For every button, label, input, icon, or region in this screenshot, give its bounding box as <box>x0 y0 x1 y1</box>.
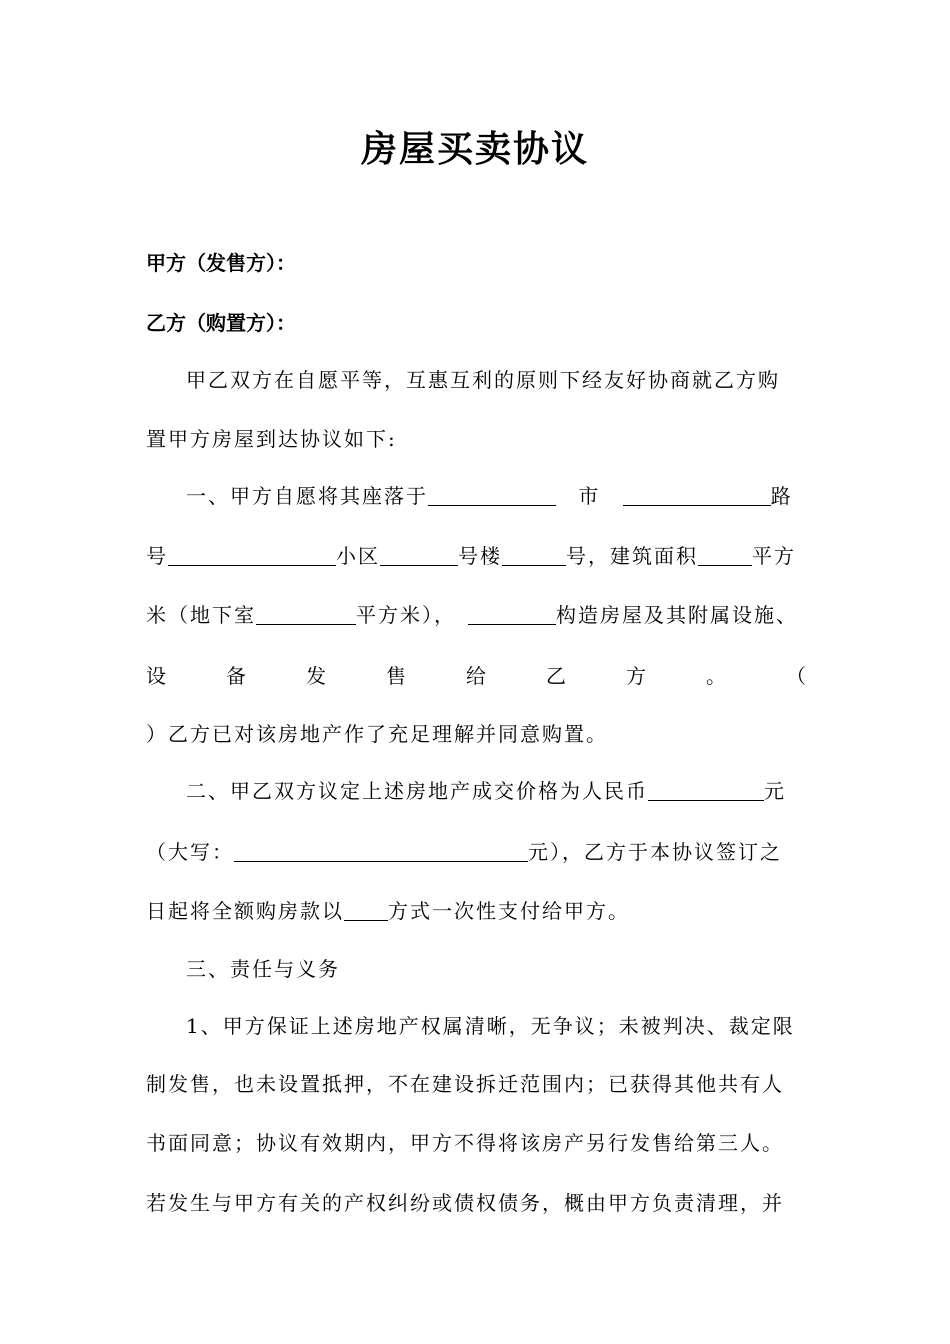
building-blank[interactable] <box>380 543 458 566</box>
clause-2-text-sign: 元），乙方于本协议签订之 <box>528 840 782 864</box>
road-number-blank[interactable] <box>168 543 336 566</box>
spread-char: 给 <box>466 664 486 688</box>
clause-1-line-2 <box>146 540 806 572</box>
road-blank[interactable] <box>623 483 771 506</box>
clause-2-text-yuan: 元 <box>764 779 786 803</box>
clause-1-text-community: 小区 <box>336 544 380 568</box>
clause-1-line-3 <box>146 599 806 631</box>
spread-char: （ <box>786 664 806 688</box>
spread-char: 售 <box>386 664 406 688</box>
party-b-label: 乙方（购置方）： <box>146 311 296 335</box>
clause-2-text-payment: 日起将全额购房款以 <box>146 899 344 923</box>
price-blank[interactable] <box>648 778 764 801</box>
clause-1-text-a: 一、甲方自愿将其座落于 <box>186 484 428 508</box>
clause-1-line-1 <box>186 480 806 512</box>
clause-2-line-2 <box>146 836 806 868</box>
clause-3-1-line-1: 1、甲方保证上述房地产权属清晰，无争议；未被判决、裁定限 <box>186 1014 795 1038</box>
clause-3-heading: 三、责任与义务 <box>186 957 340 981</box>
spread-char: 乙 <box>546 664 566 688</box>
clause-2-line-3 <box>146 895 806 927</box>
clause-2-text-price: 二、甲乙双方议定上述房地产成交价格为人民币 <box>186 779 648 803</box>
clause-3-1-line-4: 若发生与甲方有关的产权纠纷或债权债务，概由甲方负责清理，并 <box>146 1191 784 1215</box>
clause-1-text-structure: 构造房屋及其附属设施、 <box>556 603 798 627</box>
spread-char: 设 <box>146 664 166 688</box>
spread-char: 发 <box>306 664 326 688</box>
clause-1-text-number: 号 <box>146 544 168 568</box>
spread-char: 。 <box>706 664 726 688</box>
clause-1-text-area: 号，建筑面积 <box>566 544 698 568</box>
clause-2-text-once: 方式一次性支付给甲方。 <box>388 899 630 923</box>
basement-area-blank[interactable] <box>256 602 356 625</box>
payment-method-blank[interactable] <box>344 898 388 921</box>
spread-char: 方 <box>626 664 646 688</box>
clause-2-text-capital: （大写： <box>146 840 234 864</box>
city-blank[interactable] <box>428 483 556 506</box>
unit-blank[interactable] <box>502 543 566 566</box>
party-a-label: 甲方（发售方）： <box>146 251 296 275</box>
clause-1-text-basement-sqm: 平方米）， <box>356 603 456 627</box>
intro-line-2: 置甲方房屋到达协议如下: <box>146 427 397 451</box>
clause-1-text-road: 路 <box>770 484 793 508</box>
document-title: 房屋买卖协议 <box>360 129 589 170</box>
clause-2-line-1 <box>186 775 806 807</box>
clause-3-1-line-3: 书面同意；协议有效期内，甲方不得将该房产另行发售给第三人。 <box>146 1131 784 1155</box>
clause-1-text-sqm: 平方 <box>752 544 796 568</box>
area-blank[interactable] <box>698 543 752 566</box>
spread-char: 备 <box>226 664 246 688</box>
price-in-words-blank[interactable] <box>234 839 528 862</box>
clause-1-line-4 <box>146 660 806 692</box>
clause-1-text-basement: 米（地下室 <box>146 603 256 627</box>
intro-line-1: 甲乙双方在自愿平等，互惠互利的原则下经友好协商就乙方购 <box>186 368 780 392</box>
clause-1-text-building: 号楼 <box>458 544 502 568</box>
clause-1-text-city: 市 <box>578 484 601 508</box>
clause-1-line-5: ）乙方已对该房地产作了充足理解并同意购置。 <box>146 722 608 746</box>
clause-3-1-line-2: 制发售，也未设置抵押，不在建设拆迁范围内；已获得其他共有人 <box>146 1072 784 1096</box>
structure-blank[interactable] <box>468 602 556 625</box>
